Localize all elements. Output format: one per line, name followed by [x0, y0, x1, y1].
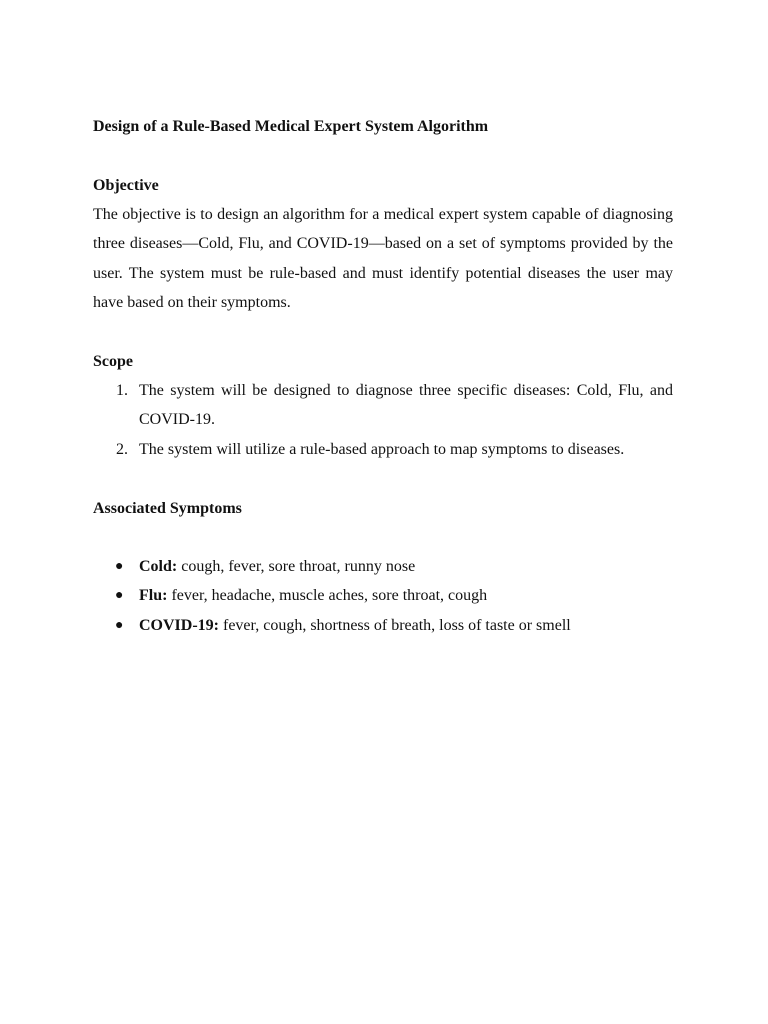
spacer	[93, 523, 673, 552]
document-page	[93, 112, 673, 640]
disease-name: Cold:	[139, 558, 178, 576]
symptom-list	[93, 552, 673, 640]
symptom-text: fever, headache, muscle aches, sore throat, cough	[167, 587, 488, 605]
list-number: 1.	[116, 382, 128, 400]
disease-name: COVID-19:	[139, 616, 219, 634]
document-title: Design of a Rule-Based Medical Expert System Algorithm	[93, 118, 489, 135]
symptom-item-cold	[93, 552, 673, 581]
scope-heading: Scope	[93, 353, 133, 371]
disease-name: Flu:	[139, 587, 168, 605]
bullet-icon: ●	[115, 617, 124, 633]
spacer	[93, 464, 673, 494]
symptom-item-flu	[93, 581, 673, 610]
objective-heading: Objective	[93, 177, 159, 194]
list-number: 2.	[116, 440, 128, 458]
symptom-text: fever, cough, shortness of breath, loss of taste or smell	[219, 616, 571, 634]
spacer	[93, 317, 673, 347]
objective-paragraph: The objective is to design an algorithm for a medical expert system capable of diagnosing three diseases—Cold, Flu, and COVID-19—based on a set of symptoms provided by the user. The system must be rule-based and must identify potential diseases the user may have based on their symptoms.	[93, 206, 673, 311]
symptom-item-covid	[93, 611, 673, 640]
symptoms-heading: Associated Symptoms	[93, 500, 242, 518]
scope-item-text: The system will be designed to diagnose three specific diseases: Cold, Flu, and COVID-19.	[139, 382, 673, 429]
spacer	[93, 141, 673, 171]
scope-list	[93, 376, 673, 464]
bullet-icon: ●	[115, 559, 124, 575]
bullet-icon: ●	[115, 588, 124, 604]
scope-item	[93, 435, 673, 464]
scope-item	[93, 376, 673, 435]
symptom-text: cough, fever, sore throat, runny nose	[177, 558, 416, 576]
scope-item-text: The system will utilize a rule-based approach to map symptoms to diseases.	[139, 440, 625, 458]
